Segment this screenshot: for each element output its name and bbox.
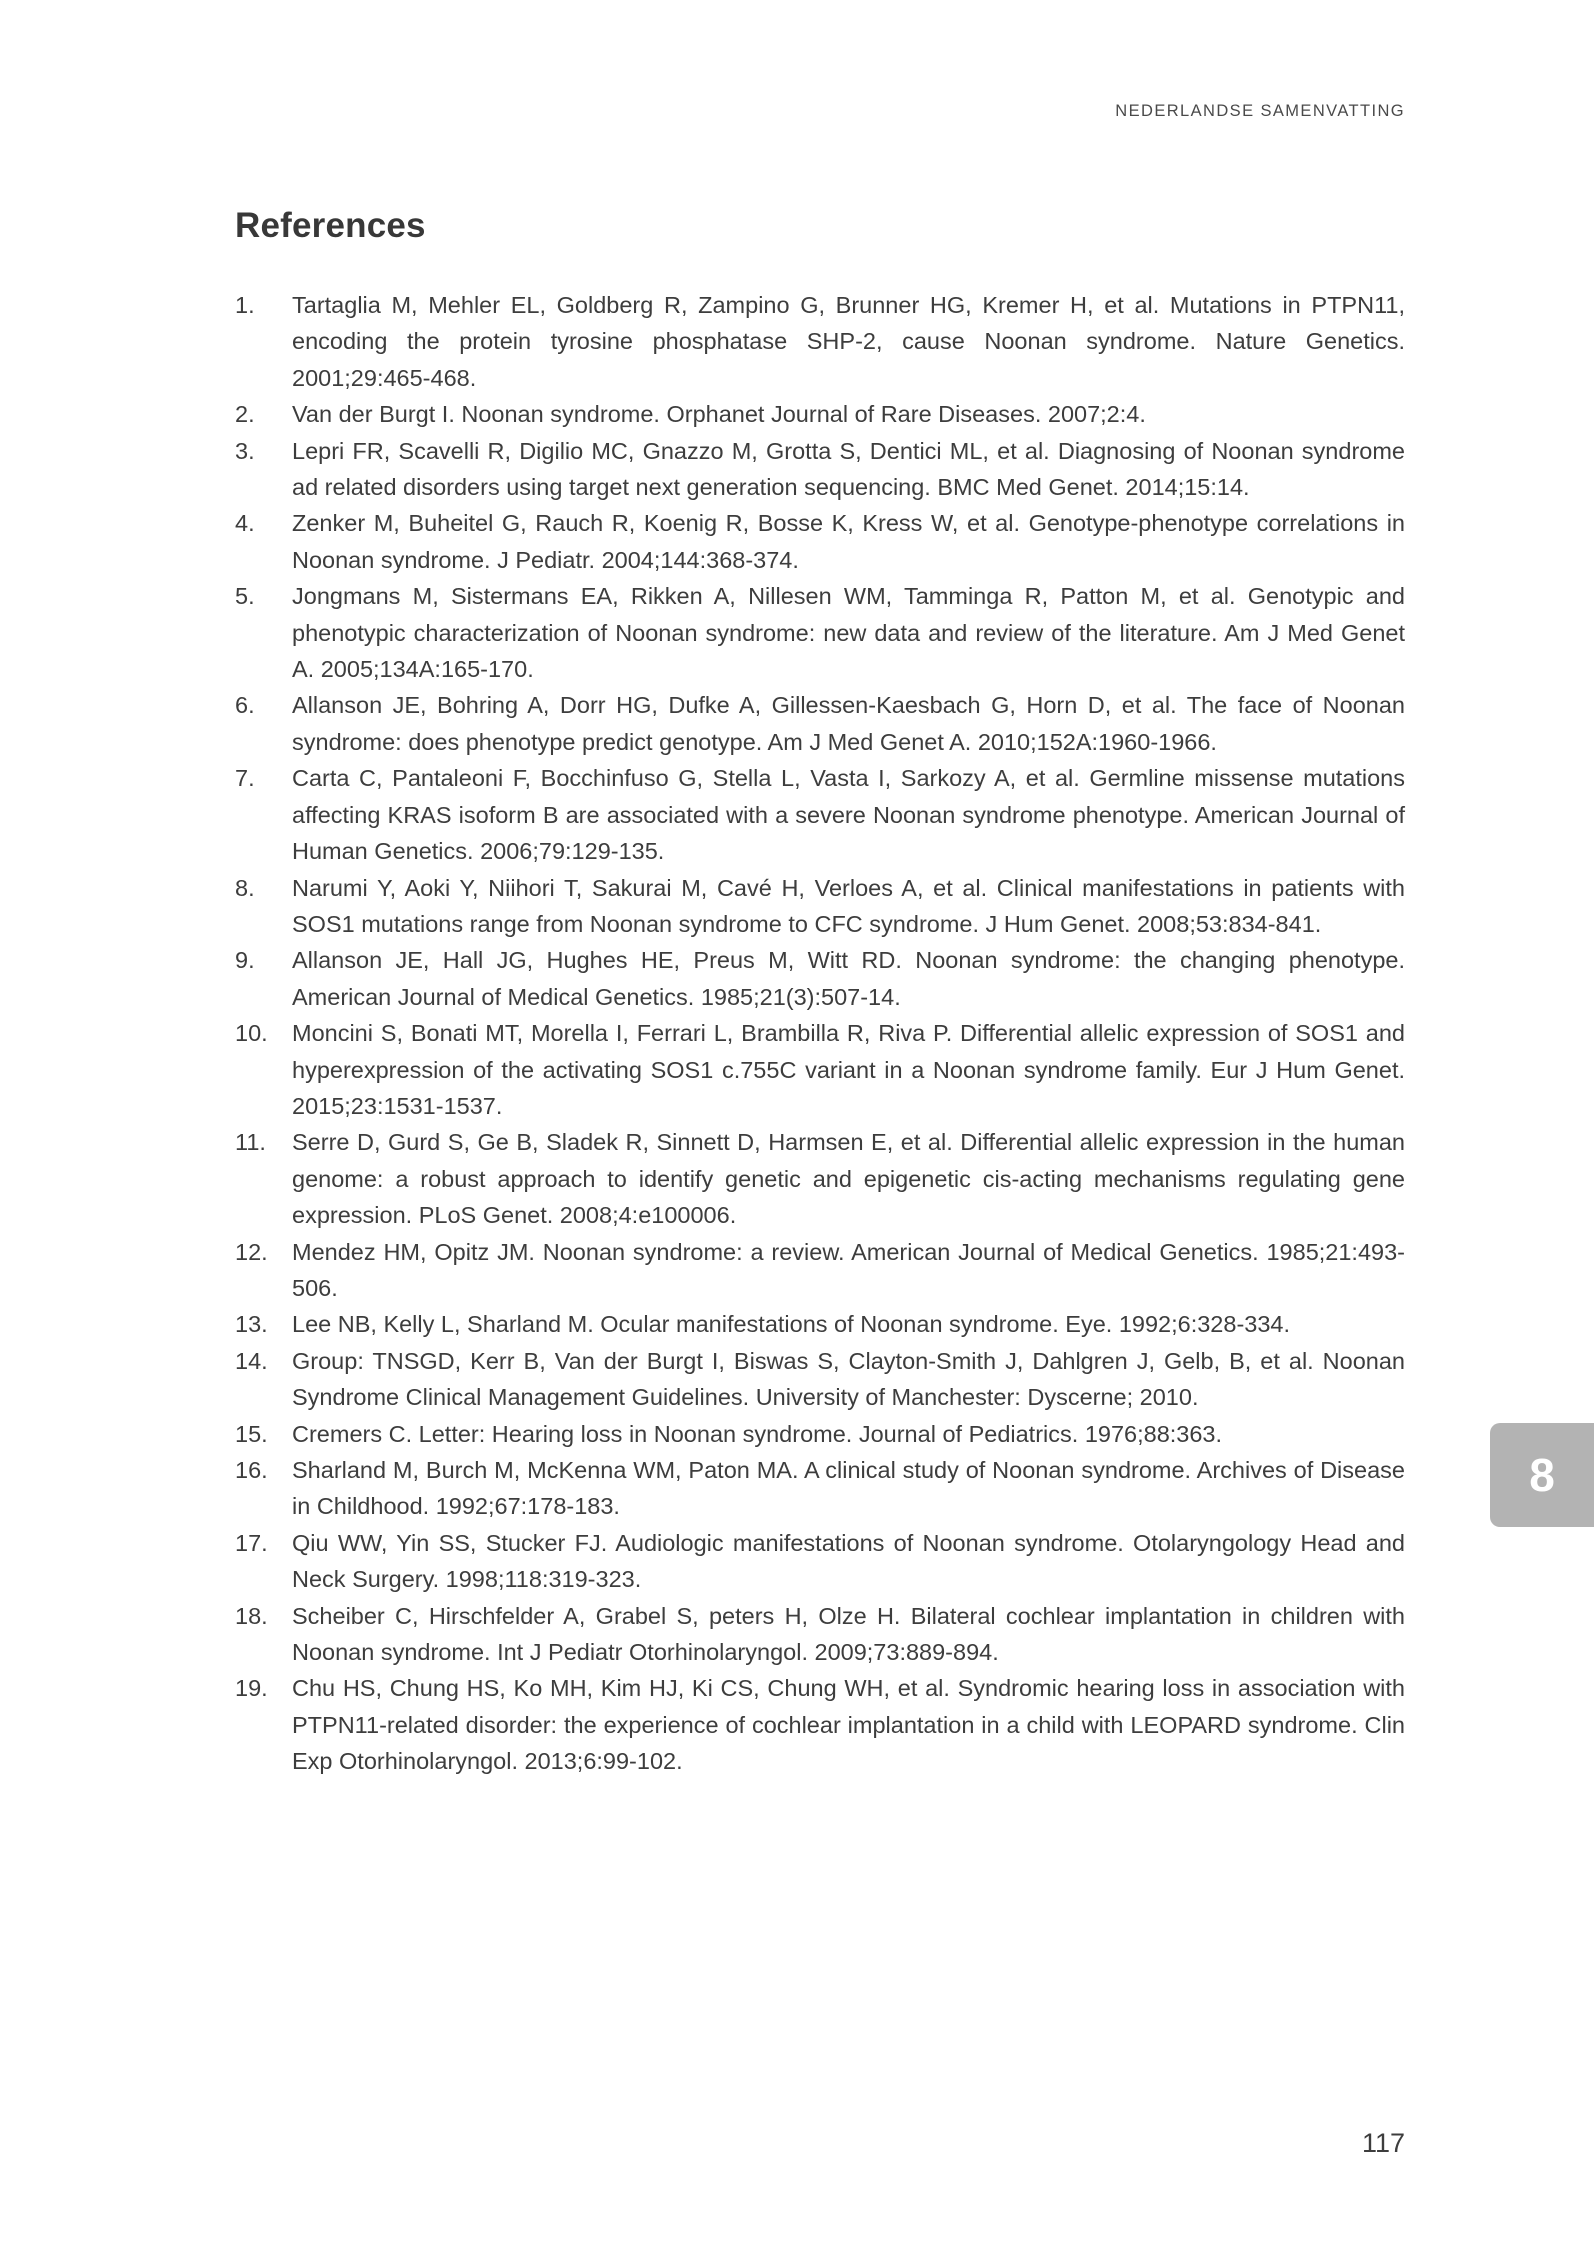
reference-number: 8. <box>235 874 255 901</box>
reference-item <box>235 1452 1405 1525</box>
reference-number: 9. <box>235 947 255 974</box>
reference-item <box>235 287 1405 396</box>
reference-item <box>235 1124 1405 1233</box>
reference-text: Cremers C. Letter: Hearing loss in Noonan syndrome. Journal of Pediatrics. 1976;88:363. <box>292 1420 1223 1447</box>
chapter-tab-label: 8 <box>1529 1449 1555 1501</box>
reference-item <box>235 433 1405 506</box>
reference-text: Narumi Y, Aoki Y, Niihori T, Sakurai M, Cavé H, Verloes A, et al. Clinical manifestations in patients with SOS1 mutations range from Noonan syndrome to CFC syndrome. J Hum Genet. 2008;53:834-841. <box>292 874 1405 937</box>
reference-number: 13. <box>235 1311 268 1338</box>
reference-text: Group: TNSGD, Kerr B, Van der Burgt I, Biswas S, Clayton-Smith J, Dahlgren J, Gelb, B, et al. Noonan Syndrome Clinical Management Guidelines. University of Manchester: Dyscerne; 2010. <box>292 1347 1405 1411</box>
reference-text: Lepri FR, Scavelli R, Digilio MC, Gnazzo M, Grotta S, Dentici ML, et al. Diagnosing of Noonan syndrome ad related disorders using target next generation sequencing. BMC Med Genet. 2014;15:14. <box>292 437 1405 501</box>
reference-text: Lee NB, Kelly L, Sharland M. Ocular manifestations of Noonan syndrome. Eye. 1992;6:328-334. <box>292 1311 1291 1338</box>
page-number: 117 <box>1361 2128 1405 2158</box>
reference-number: 2. <box>235 401 255 428</box>
reference-number: 5. <box>235 583 255 610</box>
reference-number: 15. <box>235 1420 268 1447</box>
reference-number: 4. <box>235 510 255 537</box>
reference-text: Tartaglia M, Mehler EL, Goldberg R, Zampino G, Brunner HG, Kremer H, et al. Mutations in PTPN11, encoding the protein tyrosine phosphatase SHP-2, cause Noonan syndrome. Nature Genetics. 2001;29:465-468. <box>292 292 1405 391</box>
reference-number: 10. <box>235 1020 268 1047</box>
reference-item <box>235 1306 1405 1342</box>
reference-number: 14. <box>235 1347 268 1374</box>
reference-text: Chu HS, Chung HS, Ko MH, Kim HJ, Ki CS, Chung WH, et al. Syndromic hearing loss in association with PTPN11-related disorder: the experience of cochlear implantation in a child with LEOPARD syndrome. Clin Exp Otorhinolaryngol. 2013;6:99-102. <box>292 1675 1405 1775</box>
reference-number: 18. <box>235 1602 268 1629</box>
reference-number: 17. <box>235 1529 268 1556</box>
reference-text: Mendez HM, Opitz JM. Noonan syndrome: a review. American Journal of Medical Genetics. 1985;21:493-506. <box>292 1238 1405 1301</box>
chapter-tab <box>1490 1423 1594 1527</box>
reference-item <box>235 1234 1405 1307</box>
reference-number: 19. <box>235 1675 268 1702</box>
reference-number: 1. <box>235 292 255 318</box>
reference-item <box>235 760 1405 869</box>
reference-text: Qiu WW, Yin SS, Stucker FJ. Audiologic manifestations of Noonan syndrome. Otolaryngology Head and Neck Surgery. 1998;118:319-323. <box>292 1529 1405 1593</box>
reference-text: Van der Burgt I. Noonan syndrome. Orphanet Journal of Rare Diseases. 2007;2:4. <box>292 401 1146 428</box>
reference-text: Serre D, Gurd S, Ge B, Sladek R, Sinnett D, Harmsen E, et al. Differential allelic expression in the human genome: a robust approach to identify genetic and epigenetic cis-acting mechanisms regulating gene expression. PLoS Genet. 2008;4:e100006. <box>292 1129 1405 1229</box>
reference-text: Zenker M, Buheitel G, Rauch R, Koenig R, Bosse K, Kress W, et al. Genotype-phenotype correlations in Noonan syndrome. J Pediatr. 2004;144:368-374. <box>292 510 1405 573</box>
reference-number: 6. <box>235 692 255 719</box>
reference-number: 11. <box>235 1129 266 1156</box>
reference-item <box>235 505 1405 578</box>
reference-item <box>235 687 1405 760</box>
reference-item <box>235 942 1405 1015</box>
reference-item <box>235 870 1405 943</box>
reference-text: Allanson JE, Bohring A, Dorr HG, Dufke A, Gillessen-Kaesbach G, Horn D, et al. The face of Noonan syndrome: does phenotype predict genotype. Am J Med Genet A. 2010;152A:1960-1966. <box>292 692 1405 755</box>
reference-item <box>235 396 1405 432</box>
reference-number: 3. <box>235 437 255 464</box>
reference-number: 16. <box>235 1457 268 1483</box>
page-title: References <box>235 206 426 245</box>
reference-text: Allanson JE, Hall JG, Hughes HE, Preus M, Witt RD. Noonan syndrome: the changing phenotype. American Journal of Medical Genetics. 1985;21(3):507-14. <box>292 947 1405 1010</box>
reference-item <box>235 1015 1405 1124</box>
reference-text: Jongmans M, Sistermans EA, Rikken A, Nillesen WM, Tamminga R, Patton M, et al. Genotypic and phenotypic characterization of Noonan syndrome: new data and review of the literature. Am J Med Genet A. 2005;134A:165-170. <box>292 583 1405 683</box>
reference-item <box>235 578 1405 687</box>
reference-item <box>235 1598 1405 1671</box>
running-head: NEDERLANDSE SAMENVATTING <box>1115 102 1405 120</box>
reference-text: Scheiber C, Hirschfelder A, Grabel S, peters H, Olze H. Bilateral cochlear implantation in children with Noonan syndrome. Int J Pediatr Otorhinolaryngol. 2009;73:889-894. <box>292 1602 1405 1666</box>
reference-number: 7. <box>235 765 255 792</box>
reference-item <box>235 1525 1405 1598</box>
reference-item <box>235 1416 1405 1452</box>
reference-text: Sharland M, Burch M, McKenna WM, Paton MA. A clinical study of Noonan syndrome. Archives of Disease in Childhood. 1992;67:178-183. <box>292 1457 1405 1520</box>
reference-number: 12. <box>235 1238 268 1265</box>
reference-text: Carta C, Pantaleoni F, Bocchinfuso G, Stella L, Vasta I, Sarkozy A, et al. Germline missense mutations affecting KRAS isoform B are associated with a severe Noonan syndrome phenotype. American Journal of Human Genetics. 2006;79:129-135. <box>292 765 1405 865</box>
reference-item <box>235 1670 1405 1779</box>
reference-list <box>235 287 1405 1780</box>
reference-item <box>235 1343 1405 1416</box>
reference-text: Moncini S, Bonati MT, Morella I, Ferrari L, Brambilla R, Riva P. Differential allelic expression of SOS1 and hyperexpression of the activating SOS1 c.755C variant in a Noonan syndrome family. Eur J Hum Genet. 2015;23:1531-1537. <box>292 1020 1405 1119</box>
